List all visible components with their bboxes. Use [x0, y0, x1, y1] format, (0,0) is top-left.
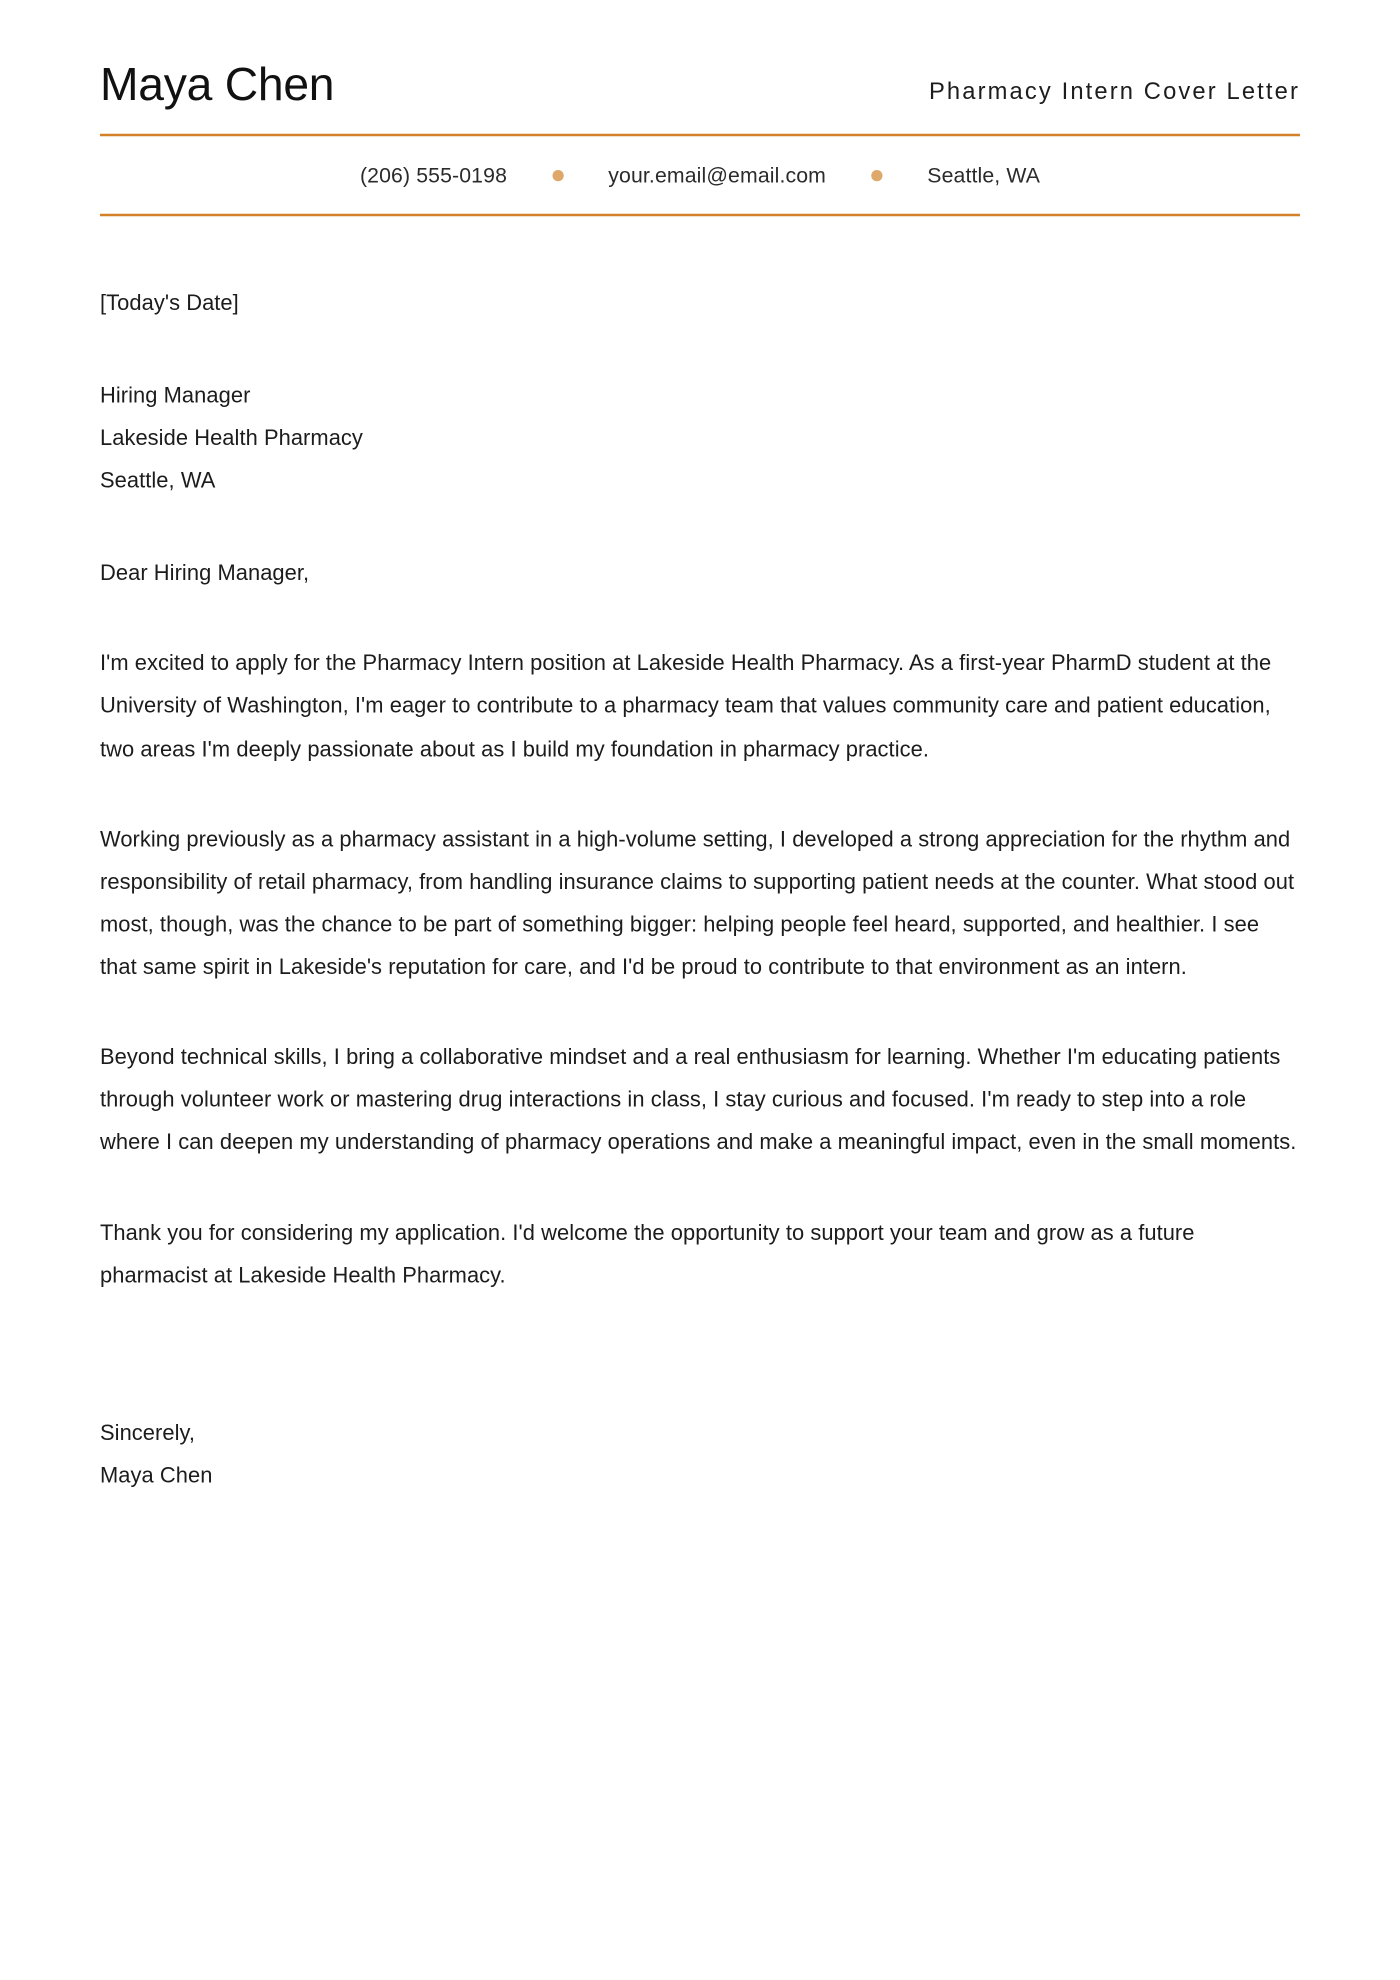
recipient-line-3: Seattle, WA	[100, 467, 216, 493]
contact-row	[100, 136, 1300, 214]
closing-line: Sincerely,	[100, 1419, 196, 1445]
contact-email[interactable]: your.email@email.com	[608, 163, 827, 188]
header-row	[100, 60, 1300, 133]
letter-header	[100, 0, 1300, 216]
contact-phone[interactable]: (206) 555-0198	[359, 163, 508, 188]
salutation: Dear Hiring Manager,	[100, 560, 310, 586]
body-paragraph: Beyond technical skills, I bring a collaborative mindset and a real enthusiasm for learning. Whether I'm educating patients through volunteer work or mastering drug interactions in class, I stay curious and focused. I'm ready to step into a role where I can deepen my understanding of pharmacy operations and make a meaningful impact, even in the small moments.	[100, 1043, 1297, 1155]
signature-name: Maya Chen	[100, 1462, 213, 1488]
body-paragraph: I'm excited to apply for the Pharmacy Intern position at Lakeside Health Pharmacy. As a first-year PharmD student at the University of Washington, I'm eager to contribute to a pharmacy team that values community care and patient education, two areas I'm deeply passionate about as I build my foundation in pharmacy practice.	[100, 650, 1272, 761]
dot-separator-icon	[871, 170, 882, 181]
recipient-block	[100, 374, 1300, 502]
page-title: Maya Chen	[100, 58, 335, 110]
recipient-line-2: Lakeside Health Pharmacy	[100, 424, 363, 450]
dot-separator-icon	[552, 170, 563, 181]
signature-block	[100, 1411, 1300, 1496]
body-paragraph: Thank you for considering my application. I'd welcome the opportunity to support your team and grow as a future pharmacist at Lakeside Health Pharmacy.	[100, 1219, 1195, 1288]
body-paragraph: Working previously as a pharmacy assistant in a high-volume setting, I developed a strong appreciation for the rhythm and responsibility of retail pharmacy, from handling insurance claims to supporting patient needs at the counter. What stood out most, though, was the chance to be part of something bigger: helping people feel heard, supported, and healthier. I see that same spirit in Lakeside's reputation for care, and I'd be proud to contribute to that environment as an intern.	[100, 825, 1295, 979]
contact-location: Seattle, WA	[927, 163, 1041, 188]
letter-body	[100, 216, 1300, 1496]
letter-date: [Today's Date]	[100, 289, 239, 315]
recipient-line-1: Hiring Manager	[100, 382, 251, 408]
document-title: Pharmacy Intern Cover Letter	[928, 78, 1300, 105]
